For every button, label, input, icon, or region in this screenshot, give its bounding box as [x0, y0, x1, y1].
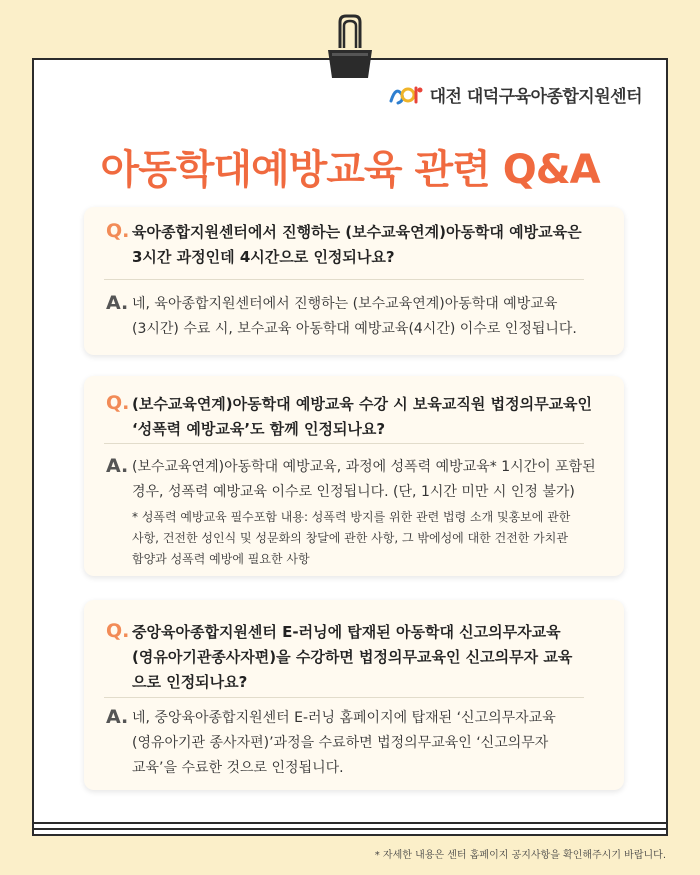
faq-question-2: [106, 392, 592, 442]
answer-line: 교육’을 수료한 것으로 인정됩니다.: [132, 760, 344, 776]
faq-answer-2: [106, 455, 596, 570]
question-line: 3시간 과정인데 4시간으로 인정되나요?: [132, 248, 395, 266]
qa-divider: [104, 697, 584, 698]
faq-question-1: [106, 220, 582, 270]
question-line: 중앙육아종합지원센터 E-러닝에 탑재된 아동학대 신고의무자교육: [132, 623, 561, 641]
page-stack-line: [32, 834, 668, 836]
question-line: (영유아기관종사자편)을 수강하면 법정의무교육인 신고의무자 교육: [132, 648, 573, 666]
page-stack-line: [32, 828, 668, 830]
faq-question-3: [106, 620, 572, 695]
binder-clip-icon: [318, 12, 382, 82]
center-name: 대전 대덕구육아종합지원센터: [429, 87, 642, 107]
center-logo-icon: [388, 83, 424, 107]
answer-mark: A.: [106, 292, 129, 314]
question-mark: Q.: [106, 220, 130, 242]
question-line: (보수교육연계)아동학대 예방교육 수강 시 보육교직원 법정의무교육인: [132, 395, 593, 413]
answer-mark: A.: [106, 706, 129, 728]
answer-note-line: 함양과 성폭력 예방에 필요한 사항: [132, 552, 310, 566]
answer-mark: A.: [106, 455, 129, 477]
page-stack-line: [32, 822, 668, 824]
qa-divider: [104, 443, 584, 444]
question-line: ‘성폭력 예방교육’도 함께 인정되나요?: [132, 420, 386, 438]
page-title: 아동학대예방교육 관련 Q&A: [100, 147, 600, 193]
answer-line: (영유아기관 종사자편)’과정을 수료하면 법정의무교육인 ‘신고의무자: [132, 735, 549, 751]
question-line: 육아종합지원센터에서 진행하는 (보수교육연계)아동학대 예방교육은: [132, 223, 582, 241]
answer-line: 네, 중앙육아종합지원센터 E-러닝 홈페이지에 탑재된 ‘신고의무자교육: [132, 710, 556, 726]
question-line: 으로 인정되나요?: [132, 673, 248, 691]
faq-answer-1: [106, 292, 577, 342]
qa-divider: [104, 279, 584, 280]
answer-line: (3시간) 수료 시, 보수교육 아동학대 예방교육(4시간) 이수로 인정됩니다.: [132, 321, 577, 337]
faq-answer-3: [106, 706, 556, 781]
center-logo: [388, 82, 642, 107]
answer-line: 경우, 성폭력 예방교육 이수로 인정됩니다. (단, 1시간 미만 시 인정 불가): [132, 484, 575, 500]
answer-note-line: 사항, 건전한 성인식 및 성문화의 창달에 관한 사항, 그 밖에성에 대한 건전한 가치관: [132, 531, 568, 545]
answer-line: (보수교육연계)아동학대 예방교육, 과정에 성폭력 예방교육* 1시간이 포함된: [132, 459, 596, 475]
question-mark: Q.: [106, 392, 130, 414]
answer-line: 네, 육아종합지원센터에서 진행하는 (보수교육연계)아동학대 예방교육: [132, 296, 558, 312]
question-mark: Q.: [106, 620, 130, 642]
footnote: * 자세한 내용은 센터 홈페이지 공지사항을 확인해주시기 바랍니다.: [374, 850, 666, 861]
answer-note-line: * 성폭력 예방교육 필수포함 내용: 성폭력 방지를 위한 관련 법령 소개 및홍보에 관한: [132, 510, 571, 524]
